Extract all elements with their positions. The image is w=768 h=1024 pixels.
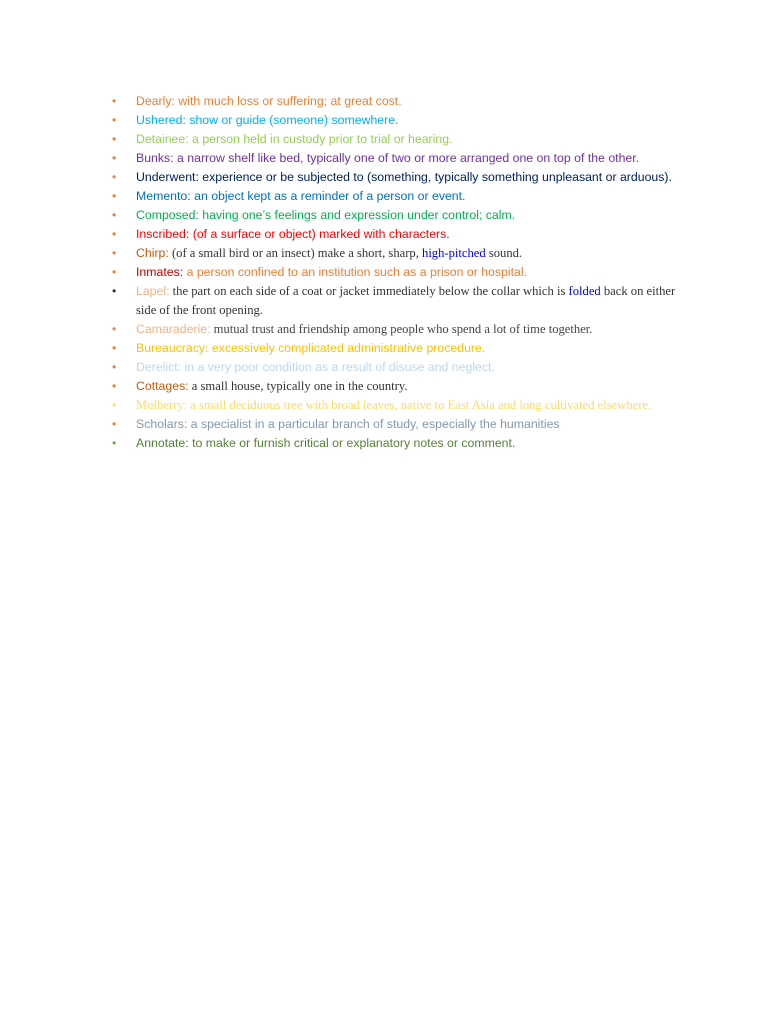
definition: (of a small bird or an insect) make a short, sharp, <box>168 246 423 260</box>
term: Derelict: <box>136 360 182 374</box>
definition: experience or be subjected to (something, typically something unpleasant or arduous). <box>198 170 672 184</box>
term: Dearly: <box>136 94 175 108</box>
bullet-icon: • <box>112 132 117 146</box>
definition: to make or furnish critical or explanatory notes or comment. <box>188 436 516 450</box>
definition: a specialist in a particular branch of study, especially the humanities <box>187 417 560 431</box>
bullet-icon: • <box>112 341 117 355</box>
term: Lapel: <box>136 284 170 298</box>
bullet-icon: • <box>112 360 117 374</box>
term: Annotate: <box>136 436 189 450</box>
list-item <box>112 206 682 225</box>
term: Scholars: <box>136 417 188 431</box>
list-item <box>112 149 682 168</box>
term: Cottages: <box>136 379 189 393</box>
definition: a small deciduous tree with broad leaves, native to East Asia and long cultivated elsewhere. <box>187 398 652 412</box>
bullet-icon: • <box>112 227 117 241</box>
bullet-icon: • <box>112 113 117 127</box>
list-item <box>112 168 682 187</box>
definition: (of a surface or object) marked with characters. <box>189 227 450 241</box>
definition: show or guide (someone) somewhere. <box>185 113 399 127</box>
bullet-icon: • <box>112 284 117 298</box>
definition: a small house, typically one in the country. <box>188 379 408 393</box>
list-item <box>112 187 682 206</box>
list-item <box>112 92 682 111</box>
list-item <box>112 263 682 282</box>
list-item <box>112 244 682 263</box>
term: Memento: <box>136 189 191 203</box>
definition: a person confined to an institution such as a prison or hospital. <box>183 265 528 279</box>
definition: with much loss or suffering; at great cost. <box>174 94 402 108</box>
definition: the part on each side of a coat or jacket immediately below the collar which is <box>169 284 569 298</box>
definition: a narrow shelf like bed, typically one of two or more arranged one on top of the other. <box>173 151 640 165</box>
definition: a person held in custody prior to trial or hearing. <box>188 132 453 146</box>
list-item <box>112 358 682 377</box>
term: Chirp: <box>136 246 169 260</box>
list-item <box>112 320 682 339</box>
term: Composed: <box>136 208 199 222</box>
bullet-icon: • <box>112 398 117 412</box>
list-item <box>112 415 682 434</box>
term: Underwent: <box>136 170 199 184</box>
list-item <box>112 434 682 453</box>
bullet-icon: • <box>112 322 117 336</box>
vocabulary-list <box>112 92 682 453</box>
definition: mutual trust and friendship among people who spend a lot of time together. <box>210 322 593 336</box>
bullet-icon: • <box>112 151 117 165</box>
term: Bureaucracy: <box>136 341 209 355</box>
definition-link[interactable]: folded <box>568 284 601 298</box>
list-item <box>112 225 682 244</box>
term: Inmates: <box>136 265 184 279</box>
bullet-icon: • <box>112 436 117 450</box>
list-item <box>112 130 682 149</box>
list-item <box>112 339 682 358</box>
definition: sound. <box>485 246 523 260</box>
term: Ushered: <box>136 113 186 127</box>
bullet-icon: • <box>112 94 117 108</box>
bullet-icon: • <box>112 265 117 279</box>
definition: excessively complicated administrative procedure. <box>208 341 486 355</box>
list-item <box>112 282 682 320</box>
definition: an object kept as a reminder of a person or event. <box>190 189 466 203</box>
term: Detainee: <box>136 132 189 146</box>
term: Bunks: <box>136 151 174 165</box>
bullet-icon: • <box>112 208 117 222</box>
bullet-icon: • <box>112 246 117 260</box>
bullet-icon: • <box>112 379 117 393</box>
bullet-icon: • <box>112 170 117 184</box>
bullet-icon: • <box>112 189 117 203</box>
definition: having one’s feelings and expression under control; calm. <box>198 208 516 222</box>
term: Inscribed: <box>136 227 190 241</box>
term: Camaraderie: <box>136 322 211 336</box>
definition-link[interactable]: high-pitched <box>422 246 486 260</box>
bullet-icon: • <box>112 417 117 431</box>
definition: back on either side of the front opening. <box>136 284 676 317</box>
list-item <box>112 377 682 396</box>
term: Mulberry: <box>136 398 188 412</box>
list-item <box>112 111 682 130</box>
list-item <box>112 396 682 415</box>
definition: in a very poor condition as a result of disuse and neglect. <box>181 360 495 374</box>
